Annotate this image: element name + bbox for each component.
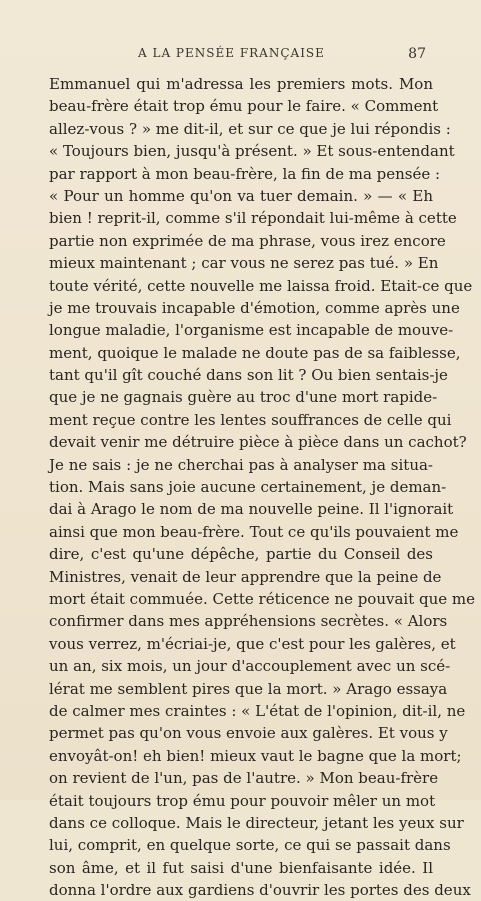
text-line: bien ! reprit-il, comme s'il répondait lui-même à cette [49, 209, 457, 228]
text-line: Je ne sais : je ne cherchai pas à analyser ma situa- [49, 455, 433, 474]
body-text [49, 73, 476, 901]
text-line: Ministres, venait de leur apprendre que la peine de [49, 567, 442, 586]
text-line: que je ne gagnais guère au troc d'une mort rapide- [49, 388, 438, 407]
text-line: donna l'ordre aux gardiens d'ouvrir les portes des deux [49, 881, 471, 900]
text-line: était toujours trop ému pour pouvoir mêler un mot [49, 791, 436, 810]
text-line: mort était commuée. Cette réticence ne pouvait que me [49, 589, 476, 608]
text-line: ment, quoique le malade ne doute pas de sa faiblesse, [49, 343, 461, 362]
text-line: un an, six mois, un jour d'accouplement avec un scé- [49, 657, 451, 676]
text-line: dire, c'est qu'une dépêche, partie du Conseil des [49, 545, 433, 564]
text-line: partie non exprimée de ma phrase, vous irez encore [49, 231, 446, 250]
text-line: dans ce colloque. Mais le directeur, jetant les yeux sur [49, 813, 464, 832]
text-line: beau-frère était trop ému pour le faire. « Comment [49, 97, 439, 116]
text-line: dai à Arago le nom de ma nouvelle peine. Il l'ignorait [49, 500, 454, 519]
text-line: devait venir me détruire pièce à pièce dans un cachot? [49, 433, 467, 452]
text-line: lérat me semblent pires que la mort. » Arago essaya [49, 679, 448, 698]
text-line: de calmer mes craintes : « L'état de l'opinion, dit-il, ne [49, 701, 466, 720]
text-line: Emmanuel qui m'adressa les premiers mots. Mon [49, 75, 433, 93]
page-number: 87 [408, 46, 426, 62]
text-line: on revient de l'un, pas de l'autre. » Mon beau-frère [49, 769, 439, 788]
text-line: son âme, et il fut saisi d'une bienfaisante idée. Il [49, 858, 433, 877]
text-line: ment reçue contre les lentes souffrances de celle qui [49, 410, 452, 429]
text-line: confirmer dans mes appréhensions secrètes. « Alors [49, 612, 448, 631]
text-line: allez-vous ? » me dit-il, et sur ce que je lui répondis : [49, 119, 451, 138]
text-line: tion. Mais sans joie aucune certainement, je deman- [49, 478, 447, 497]
text-line: vous verrez, m'écriai-je, que c'est pour les galères, et [49, 634, 456, 653]
text-line: mieux maintenant ; car vous ne serez pas tué. » En [49, 254, 439, 273]
text-line: tant qu'il gît couché dans son lit ? Ou bien sentais-je [49, 366, 448, 385]
text-line: « Pour un homme qu'on va tuer demain. » — « Eh [49, 186, 433, 205]
text-line: toute vérité, cette nouvelle me laissa froid. Etait-ce que [49, 276, 473, 295]
page-header [0, 46, 481, 66]
text-line: envoyât-on! eh bien! mieux vaut le bagne que la mort; [49, 746, 462, 765]
text-line: permet pas qu'on vous envoie aux galères. Et vous y [49, 724, 448, 743]
text-line: par rapport à mon beau-frère, la fin de ma pensée : [49, 164, 441, 183]
text-line: « Toujours bien, jusqu'à présent. » Et sous-entendant [49, 142, 455, 161]
text-line: longue maladie, l'organisme est incapable de mouve- [49, 321, 454, 340]
text-line: je me trouvais incapable d'émotion, comme après une [49, 298, 460, 317]
text-line: lui, comprit, en quelque sorte, ce qui se passait dans [49, 836, 451, 855]
text-line: ainsi que mon beau-frère. Tout ce qu'ils pouvaient me [49, 522, 459, 541]
running-title: A LA PENSÉE FRANÇAISE [138, 46, 325, 60]
